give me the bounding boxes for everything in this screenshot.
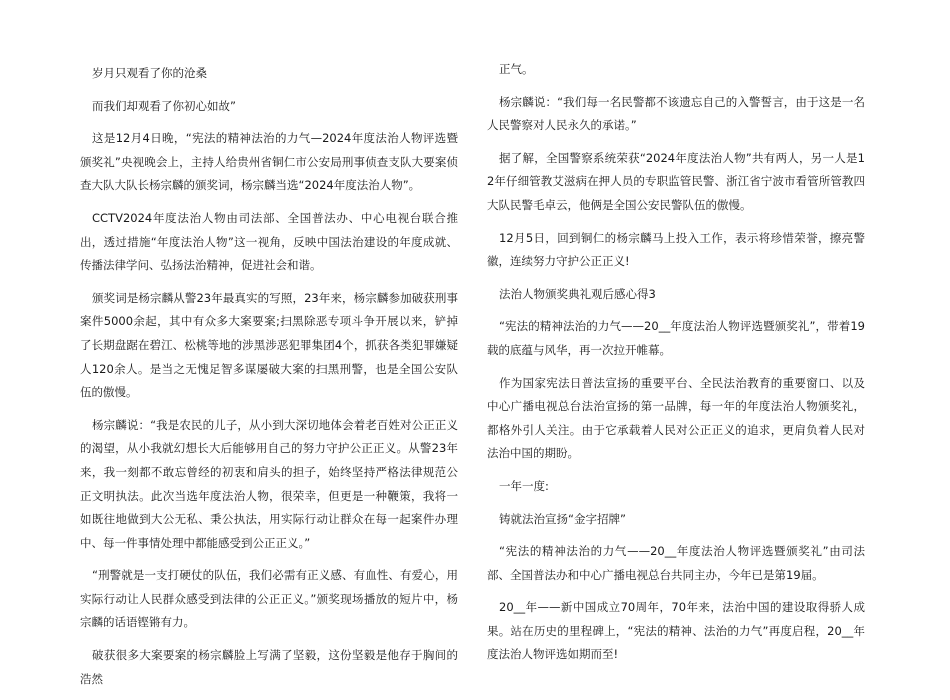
paragraph: 一年一度: (499, 478, 549, 493)
paragraph: CCTV2024年度法治人物由司法部、全国普法办、中心电视台联合推出，透过措施“年度法治人物”这一视角，反映中国法治建设的年度成就、传播法律学问、弘扬法治精神，促进社会和谐。 (80, 210, 458, 273)
paragraph: “宪法的精神法治的力气——20__年度法治人物评选暨颁奖礼”由司法部、全国普法办和中心广播电视总台共同主办，今年已是第19届。 (487, 544, 865, 582)
paragraph: 杨宗麟说：“我是农民的儿子，从小到大深切地体会着老百姓对公正正义的渴望，从小我就幻想长大后能够用自己的努力守护公正正义。从警23年来，我一刻都不敢忘曾经的初衷和肩头的担子，始终坚持严格法律规范公正文明执法。此次当选年度法治人物，很荣幸，但更是一种鞭策，我将一如既往地做到大公无私、秉公执法，用实际行动让群众在每一起案件办理中、每一件事情处理中都能感受到公正正义。” (80, 417, 458, 550)
right-column (487, 62, 865, 676)
paragraph: 作为国家宪法日普法宣扬的重要平台、全民法治教育的重要窗口、以及中心广播电视总台法治宣扬的第一品牌，每一年的年度法治人物颁奖礼，都格外引人关注。由于它承载着人民对公正正义的追求，更肩负着人民对法治中国的期盼。 (487, 375, 865, 461)
paragraph: 正气。 (499, 62, 534, 76)
paragraph: 12月5日，回到铜仁的杨宗麟马上投入工作，表示将珍惜荣誉，擦亮警徽，连续努力守护公正正义! (487, 230, 865, 269)
paragraph: “刑警就是一支打硬仗的队伍，我们必需有正义感、有血性、有爱心，用实际行动让人民群众感受到法律的公正正义。”颁奖现场播放的短片中，杨宗麟的话语铿锵有力。 (80, 568, 458, 630)
paragraph: 铸就法治宣扬“金字招牌” (499, 511, 626, 526)
paragraph: 而我们却观看了你初心如故” (92, 98, 236, 113)
paragraph: “宪法的精神法治的力气——20__年度法治人物评选暨颁奖礼”，带着19载的底蕴与风华，再一次拉开帷幕。 (487, 319, 865, 357)
paragraph: 这是12月4日晚，“宪法的精神法治的力气—2024年度法治人物评选暨颁奖礼”央视晚会上，主持人给贵州省铜仁市公安局刑事侦查支队大要案侦查大队大队长杨宗麟的颁奖词，杨宗麟当选“2024年度法治人物”。 (80, 131, 458, 193)
section-heading: 法治人物颁奖典礼观后感心得3 (499, 286, 656, 301)
paragraph: 岁月只观看了你的沧桑 (92, 66, 207, 80)
paragraph: 杨宗麟说：“我们每一名民警都不该遗忘自己的入警誓言，由于这是一名人民警察对人民永久的承诺。” (487, 94, 865, 133)
paragraph: 据了解，全国警察系统荣获“2024年度法治人物”共有两人，另一人是12年仔细管教艾滋病在押人员的专职监管民警、浙江省宁波市看管所管教四大队民警毛卓云，他俩是全国公安民警队伍的傲慢。 (487, 150, 865, 212)
paragraph: 破获很多大案要案的杨宗麟脸上写满了坚毅，这份坚毅是他存于胸间的浩然 (80, 648, 458, 686)
left-column (80, 62, 458, 700)
paragraph: 颁奖词是杨宗麟从警23年最真实的写照，23年来，杨宗麟参加破获刑事案件5000余起，其中有众多大案要案;扫黑除恶专项斗争开展以来，铲掉了长期盘踞在碧江、松桃等地的涉黑涉恶犯罪集团4个，抓获各类犯罪嫌疑人120余人。是当之无愧足智多谋屡破大案的扫黑刑警，也是全国公安队伍的傲慢。 (80, 290, 458, 400)
paragraph: 20__年——新中国成立70周年，70年来，法治中国的建设取得骄人成果。站在历史的里程碑上，“宪法的精神、法治的力气”再度启程，20__年度法治人物评选如期而至! (487, 600, 865, 662)
